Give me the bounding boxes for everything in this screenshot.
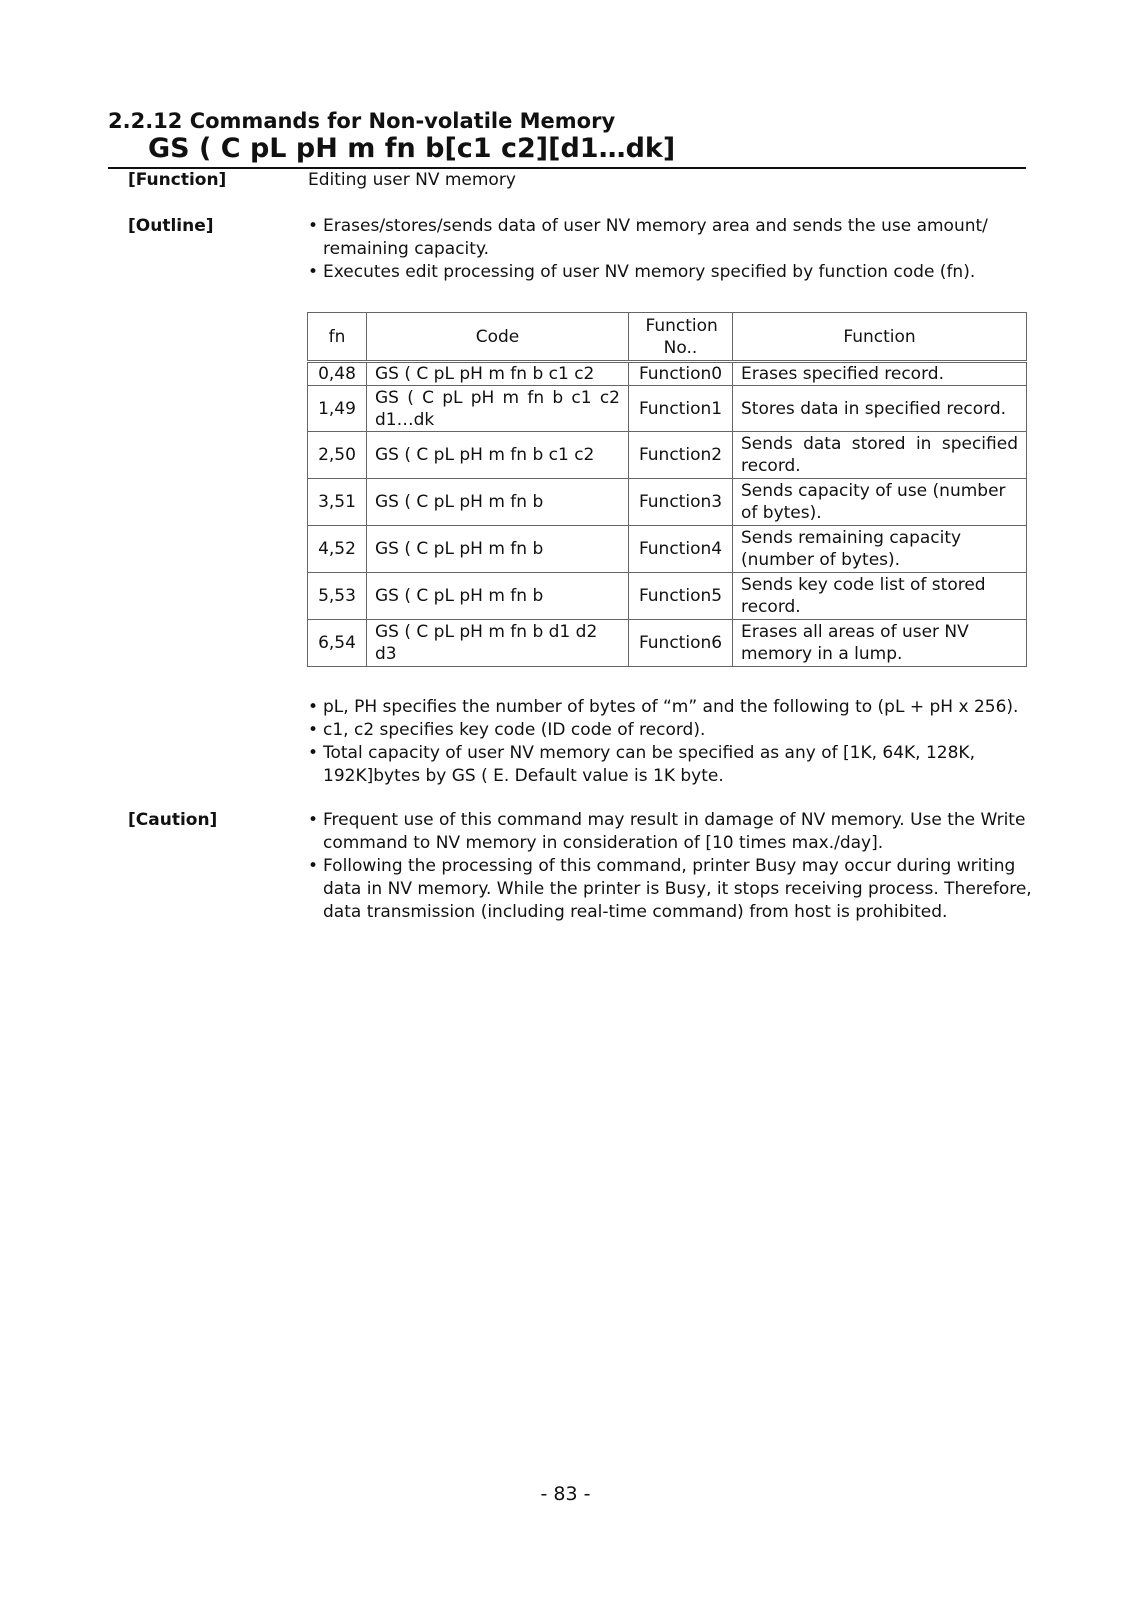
table-row	[308, 386, 1027, 432]
caution-line: Following the processing of this command, printer Busy may occur during writing	[323, 856, 1016, 876]
table-row	[308, 432, 1027, 479]
table-header-row	[308, 313, 1027, 362]
outline-item	[308, 215, 988, 261]
cell-fn: 3,51	[308, 479, 367, 526]
header-code: Code	[367, 313, 629, 362]
caution-item	[308, 855, 1032, 924]
caution-line: data transmission (including real-time command) from host is prohibited.	[323, 902, 948, 922]
cell-function: Sends data stored in specified record.	[733, 432, 1027, 479]
outline-item	[308, 261, 988, 284]
table-row	[308, 526, 1027, 573]
note-line: Total capacity of user NV memory can be specified as any of [1K, 64K, 128K,	[323, 743, 975, 763]
bullet-icon: •	[308, 262, 319, 282]
cell-function: Sends key code list of stored record.	[733, 573, 1027, 620]
header-fn: fn	[308, 313, 367, 362]
function-text: Editing user NV memory	[308, 170, 516, 190]
cell-function: Erases all areas of user NV memory in a lump.	[733, 620, 1027, 667]
cell-code: GS ( C pL pH m fn b d1 d2 d3	[367, 620, 629, 667]
caution-list	[308, 809, 1032, 924]
bullet-icon: •	[308, 856, 319, 876]
table-row	[308, 362, 1027, 386]
caution-line: command to NV memory in consideration of [10 times max./day].	[323, 833, 884, 853]
header-function-no-text: Function No..	[645, 315, 718, 358]
outline-line: Erases/stores/sends data of user NV memory area and sends the use amount/	[323, 216, 988, 236]
page-number: - 83 -	[540, 1483, 591, 1505]
bullet-icon: •	[308, 743, 319, 763]
cell-function-no: Function2	[629, 432, 733, 479]
caution-line: data in NV memory. While the printer is Busy, it stops receiving process. Therefore,	[323, 879, 1032, 899]
note-line: pL, PH specifies the number of bytes of “m” and the following to (pL + pH x 256).	[323, 697, 1019, 717]
cell-code: GS ( C pL pH m fn b c1 c2	[367, 432, 629, 479]
cell-fn: 1,49	[308, 386, 367, 432]
cell-function: Sends capacity of use (number of bytes).	[733, 479, 1027, 526]
outline-line: Executes edit processing of user NV memory specified by function code (fn).	[323, 262, 976, 282]
cell-function: Sends remaining capacity (number of bytes).	[733, 526, 1027, 573]
table-row	[308, 479, 1027, 526]
cell-function-no: Function1	[629, 386, 733, 432]
bullet-icon: •	[308, 720, 319, 740]
bullet-icon: •	[308, 216, 319, 236]
cell-function: Stores data in specified record.	[733, 386, 1027, 432]
cell-function: Erases specified record.	[733, 362, 1027, 386]
cell-function-no: Function3	[629, 479, 733, 526]
cell-fn: 6,54	[308, 620, 367, 667]
table-row	[308, 620, 1027, 667]
function-label: [Function]	[128, 170, 227, 190]
caution-item	[308, 809, 1032, 855]
cell-code: GS ( C pL pH m fn b	[367, 479, 629, 526]
outline-list	[308, 215, 988, 284]
function-table	[307, 312, 1027, 667]
note-item	[308, 696, 1018, 719]
cell-function-no: Function6	[629, 620, 733, 667]
note-item	[308, 719, 1018, 742]
cell-code: GS ( C pL pH m fn b	[367, 573, 629, 620]
command-title-bar	[108, 133, 1026, 169]
caution-label: [Caution]	[128, 810, 218, 830]
table-row	[308, 573, 1027, 620]
cell-fn: 0,48	[308, 362, 367, 386]
cell-fn: 4,52	[308, 526, 367, 573]
note-item	[308, 742, 1018, 788]
command-title: GS ( C pL pH m fn b[c1 c2][d1…dk]	[148, 133, 676, 164]
note-line: c1, c2 specifies key code (ID code of record).	[323, 720, 706, 740]
bullet-icon: •	[308, 810, 319, 830]
outline-line: remaining capacity.	[323, 239, 489, 259]
note-line: 192K]bytes by GS ( E. Default value is 1K byte.	[323, 766, 724, 786]
cell-code: GS ( C pL pH m fn b	[367, 526, 629, 573]
cell-function-no: Function0	[629, 362, 733, 386]
header-function-no	[629, 313, 733, 362]
cell-fn: 5,53	[308, 573, 367, 620]
cell-fn: 2,50	[308, 432, 367, 479]
cell-function-no: Function5	[629, 573, 733, 620]
header-function: Function	[733, 313, 1027, 362]
section-title: 2.2.12 Commands for Non-volatile Memory	[108, 109, 616, 133]
notes-list	[308, 696, 1018, 788]
cell-function-no: Function4	[629, 526, 733, 573]
cell-code: GS ( C pL pH m fn b c1 c2 d1…dk	[367, 386, 629, 432]
bullet-icon: •	[308, 697, 319, 717]
outline-label: [Outline]	[128, 216, 214, 236]
caution-line: Frequent use of this command may result in damage of NV memory. Use the Write	[323, 810, 1026, 830]
cell-code: GS ( C pL pH m fn b c1 c2	[367, 362, 629, 386]
